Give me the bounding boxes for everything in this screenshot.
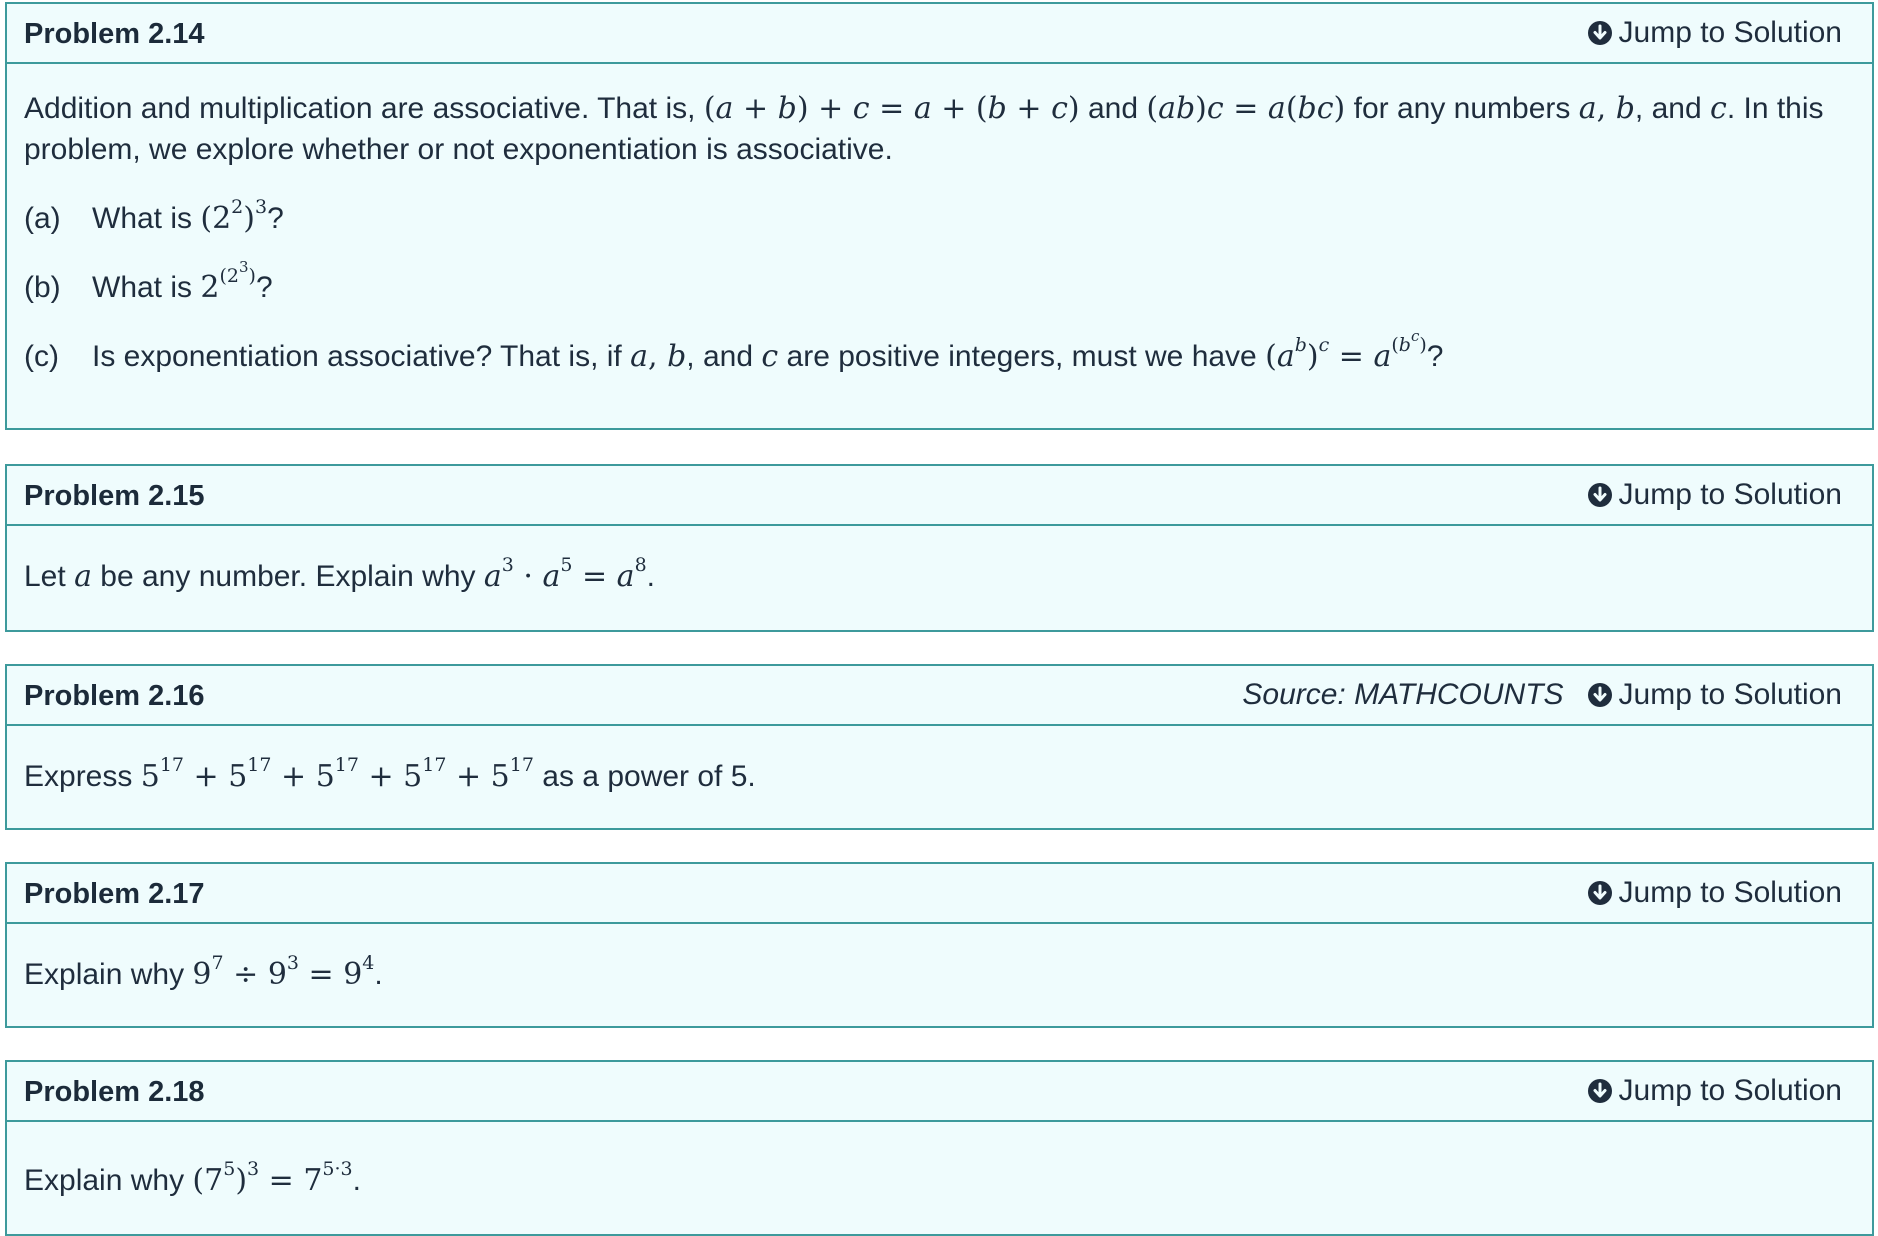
- part-text: What is: [92, 202, 193, 235]
- math-expression: (a + b) + c = a + (b + c): [703, 91, 1080, 126]
- intro-text: for any numbers: [1353, 92, 1571, 125]
- problem-part-a: [24, 198, 1855, 239]
- problem-text: be any number. Explain why: [100, 560, 476, 593]
- problem-header: [7, 4, 1872, 64]
- math-expression: $(a^b)^c = a^{(b^c)}$: [1265, 327, 1427, 374]
- problem-text: .: [646, 560, 655, 593]
- arrow-down-circle-icon: [1588, 683, 1612, 707]
- part-text: Is exponentiation associative? That is, if: [92, 340, 622, 373]
- part-text: ?: [255, 271, 273, 304]
- math-expression: a: [74, 559, 92, 594]
- math-expression: $9^7 \div 9^3 = 9^4$: [192, 952, 375, 992]
- math-expression: $5^{17} + 5^{17} + 5^{17} + 5^{17} + 5^{17}$: [140, 754, 534, 794]
- intro-text: Addition and multiplication are associative. That is,: [24, 92, 696, 125]
- problem-title: Problem 2.17: [24, 878, 205, 910]
- problem-part-b: [24, 258, 1855, 308]
- problem-card-2-14: [5, 2, 1874, 430]
- math-expression: c: [1710, 91, 1727, 126]
- problem-header: [7, 666, 1872, 726]
- arrow-down-circle-icon: [1588, 21, 1612, 45]
- problem-card-2-15: [5, 464, 1874, 632]
- intro-text: and: [1087, 92, 1139, 125]
- jump-label: Jump to Solution: [1618, 876, 1842, 909]
- jump-label: Jump to Solution: [1618, 16, 1842, 49]
- part-text: , and: [686, 340, 754, 373]
- problem-text: Explain why: [24, 958, 185, 991]
- part-label: (a): [24, 202, 61, 235]
- problem-source: Source: MATHCOUNTS: [1242, 678, 1564, 711]
- problem-header: [7, 1062, 1872, 1122]
- arrow-down-circle-icon: [1588, 483, 1612, 507]
- arrow-down-circle-icon: [1588, 1079, 1612, 1103]
- problem-text: as a power of 5.: [542, 760, 756, 793]
- problem-card-2-16: [5, 664, 1874, 830]
- math-expression: (ab)c = a(bc): [1146, 91, 1346, 126]
- math-expression: $a^3 \cdot a^5 = a^8$: [483, 554, 647, 594]
- intro-text: , and: [1634, 92, 1702, 125]
- problem-card-2-18: [5, 1060, 1874, 1236]
- math-expression: 2$^{(2^3)}$: [200, 258, 256, 305]
- jump-label: Jump to Solution: [1618, 678, 1842, 711]
- arrow-down-circle-icon: [1588, 881, 1612, 905]
- problem-body: [7, 726, 1872, 797]
- problem-title: Problem 2.14: [24, 18, 205, 50]
- problem-text: Express: [24, 760, 133, 793]
- part-text: ?: [267, 202, 284, 235]
- problem-body: [7, 1122, 1872, 1201]
- jump-to-solution-link[interactable]: [1588, 478, 1842, 512]
- part-text: ?: [1426, 340, 1444, 373]
- jump-label: Jump to Solution: [1618, 1074, 1842, 1107]
- jump-to-solution-link[interactable]: [1588, 16, 1842, 50]
- jump-to-solution-link[interactable]: [1588, 1074, 1842, 1108]
- problem-body: [7, 64, 1872, 377]
- problem-title: Problem 2.18: [24, 1076, 205, 1108]
- problem-body: [7, 924, 1872, 995]
- part-label: (b): [24, 271, 61, 304]
- math-expression: a, b: [1578, 91, 1635, 126]
- problem-part-c: [24, 327, 1855, 377]
- part-text: are positive integers, must we have: [786, 340, 1257, 373]
- problem-body: [7, 526, 1872, 597]
- math-expression: a, b: [630, 339, 687, 374]
- part-label: (c): [24, 340, 59, 373]
- problem-text: .: [352, 1164, 361, 1197]
- problem-text: Let: [24, 560, 66, 593]
- problem-header: [7, 466, 1872, 526]
- problem-card-2-17: [5, 862, 1874, 1028]
- part-text: What is: [92, 271, 193, 304]
- jump-to-solution-link[interactable]: [1588, 876, 1842, 910]
- problem-header: [7, 864, 1872, 924]
- jump-label: Jump to Solution: [1618, 478, 1842, 511]
- intro-text: . In this problem, we explore whether or not exponentiation is associative.: [24, 92, 1824, 166]
- math-expression: c: [761, 339, 779, 374]
- jump-to-solution-link[interactable]: [1588, 678, 1842, 712]
- problem-text: .: [374, 958, 383, 991]
- problem-intro: [24, 88, 1855, 170]
- math-expression: $(2^2)^3$: [200, 196, 268, 236]
- problem-title: Problem 2.16: [24, 680, 205, 712]
- problem-text: Explain why: [24, 1164, 185, 1197]
- math-expression: $(7^5)^3 = 7^{5\cdot 3}$: [192, 1158, 353, 1198]
- problem-title: Problem 2.15: [24, 480, 205, 512]
